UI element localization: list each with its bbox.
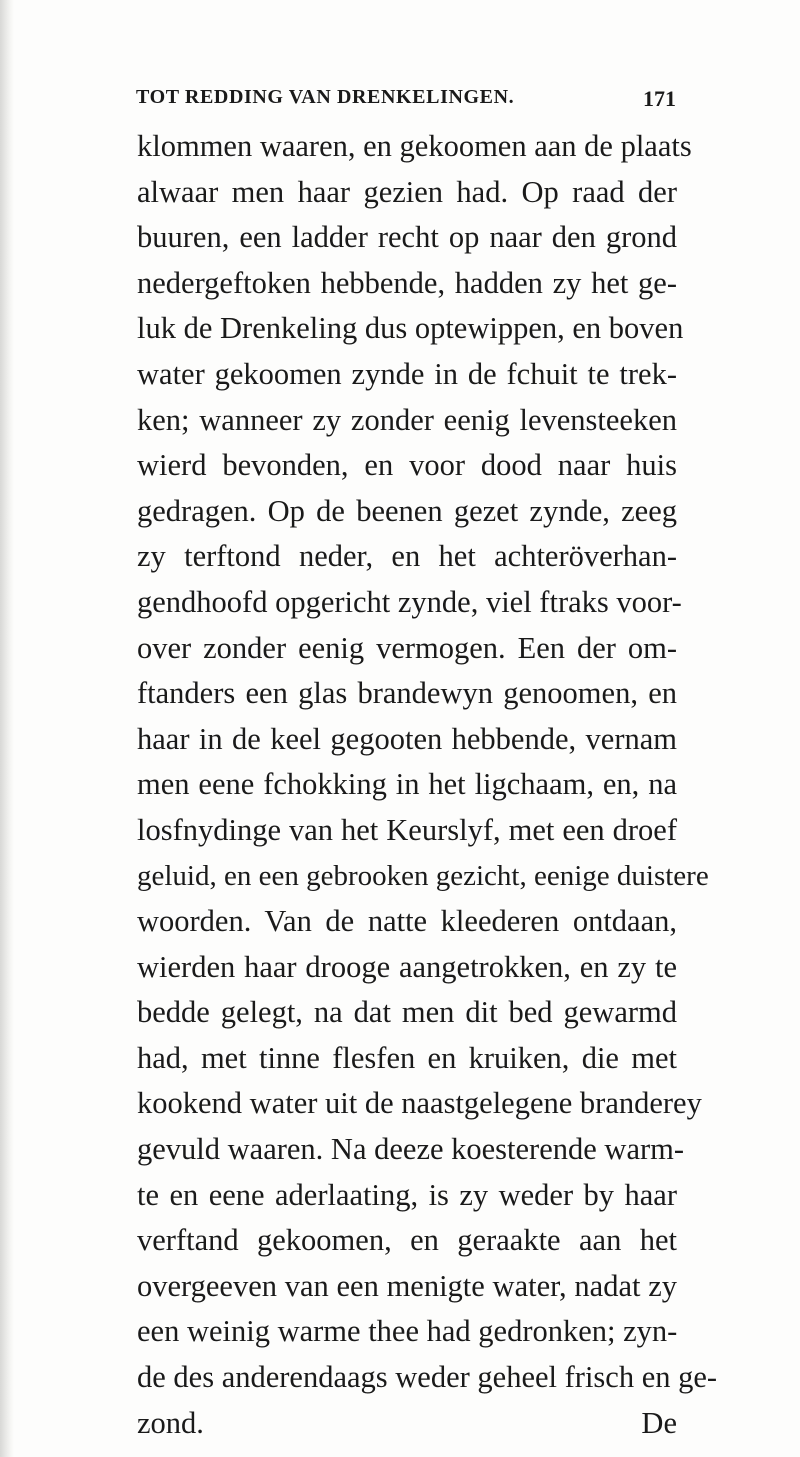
text-line: water gekoomen zynde in de fchuit te trek- — [137, 356, 677, 391]
text-line: luk de Drenkeling dus optewippen, en boven — [137, 311, 684, 346]
catchword: De — [641, 1405, 677, 1440]
text-line: wierden haar drooge aangetrokken, en zy te — [137, 949, 677, 984]
final-line-row — [137, 1401, 677, 1447]
text-line: te en eene aderlaating, is zy weder by haar — [137, 1177, 677, 1212]
body-text — [137, 124, 718, 1446]
text-line: gedragen. Op de beenen gezet zynde, zeeg — [137, 493, 677, 528]
text-line: buuren, een ladder recht op naar den grond — [137, 220, 677, 255]
running-title: TOT REDDING VAN DRENKELINGEN. — [136, 86, 515, 108]
text-line: ftanders een glas brandewyn genoomen, en — [137, 676, 677, 711]
running-header — [136, 86, 676, 122]
text-line: klommen waaren, en gekoomen aan de plaats — [137, 129, 692, 163]
text-line: over zonder eenig vermogen. Een der om- — [137, 630, 677, 665]
text-line: bedde gelegt, na dat men dit bed gewarmd — [137, 995, 677, 1030]
text-line: wierd bevonden, en voor dood naar huis — [137, 448, 677, 483]
text-line: verftand gekoomen, en geraakte aan het — [137, 1223, 677, 1258]
text-line: nedergeftoken hebbende, hadden zy het ge- — [137, 265, 677, 300]
text-line: alwaar men haar gezien had. Op raad der — [137, 174, 677, 209]
text-line: had, met tinne flesfen en kruiken, die met — [137, 1040, 677, 1075]
text-line: men eene fchokking in het ligchaam, en, na — [137, 767, 677, 802]
text-line: ken; wanneer zy zonder eenig levensteeken — [137, 402, 677, 437]
text-line: kookend water uit de naastgelegene branderey — [137, 1086, 702, 1121]
final-line: zond. — [137, 1405, 204, 1440]
text-line: losfnydinge van het Keurslyf, met een droef — [137, 812, 677, 847]
text-line: overgeeven van een menigte water, nadat zy — [137, 1268, 677, 1303]
page-number: 171 — [643, 86, 676, 111]
text-line: geluid, en een gebrooken gezicht, eenige duistere — [137, 859, 709, 892]
text-line: woorden. Van de natte kleederen ontdaan, — [137, 904, 677, 939]
page-gutter-shadow — [0, 0, 14, 1457]
text-line: een weinig warme thee had gedronken; zyn- — [137, 1314, 678, 1349]
text-line: gendhoofd opgericht zynde, viel ftraks voor- — [137, 584, 682, 619]
text-line: de des anderendaags weder geheel frisch en ge- — [137, 1360, 718, 1395]
text-line: gevuld waaren. Na deeze koesterende warm- — [137, 1132, 685, 1167]
text-line: haar in de keel gegooten hebbende, vernam — [137, 721, 677, 756]
text-line: zy terftond neder, en het achteröverhan- — [137, 539, 677, 574]
